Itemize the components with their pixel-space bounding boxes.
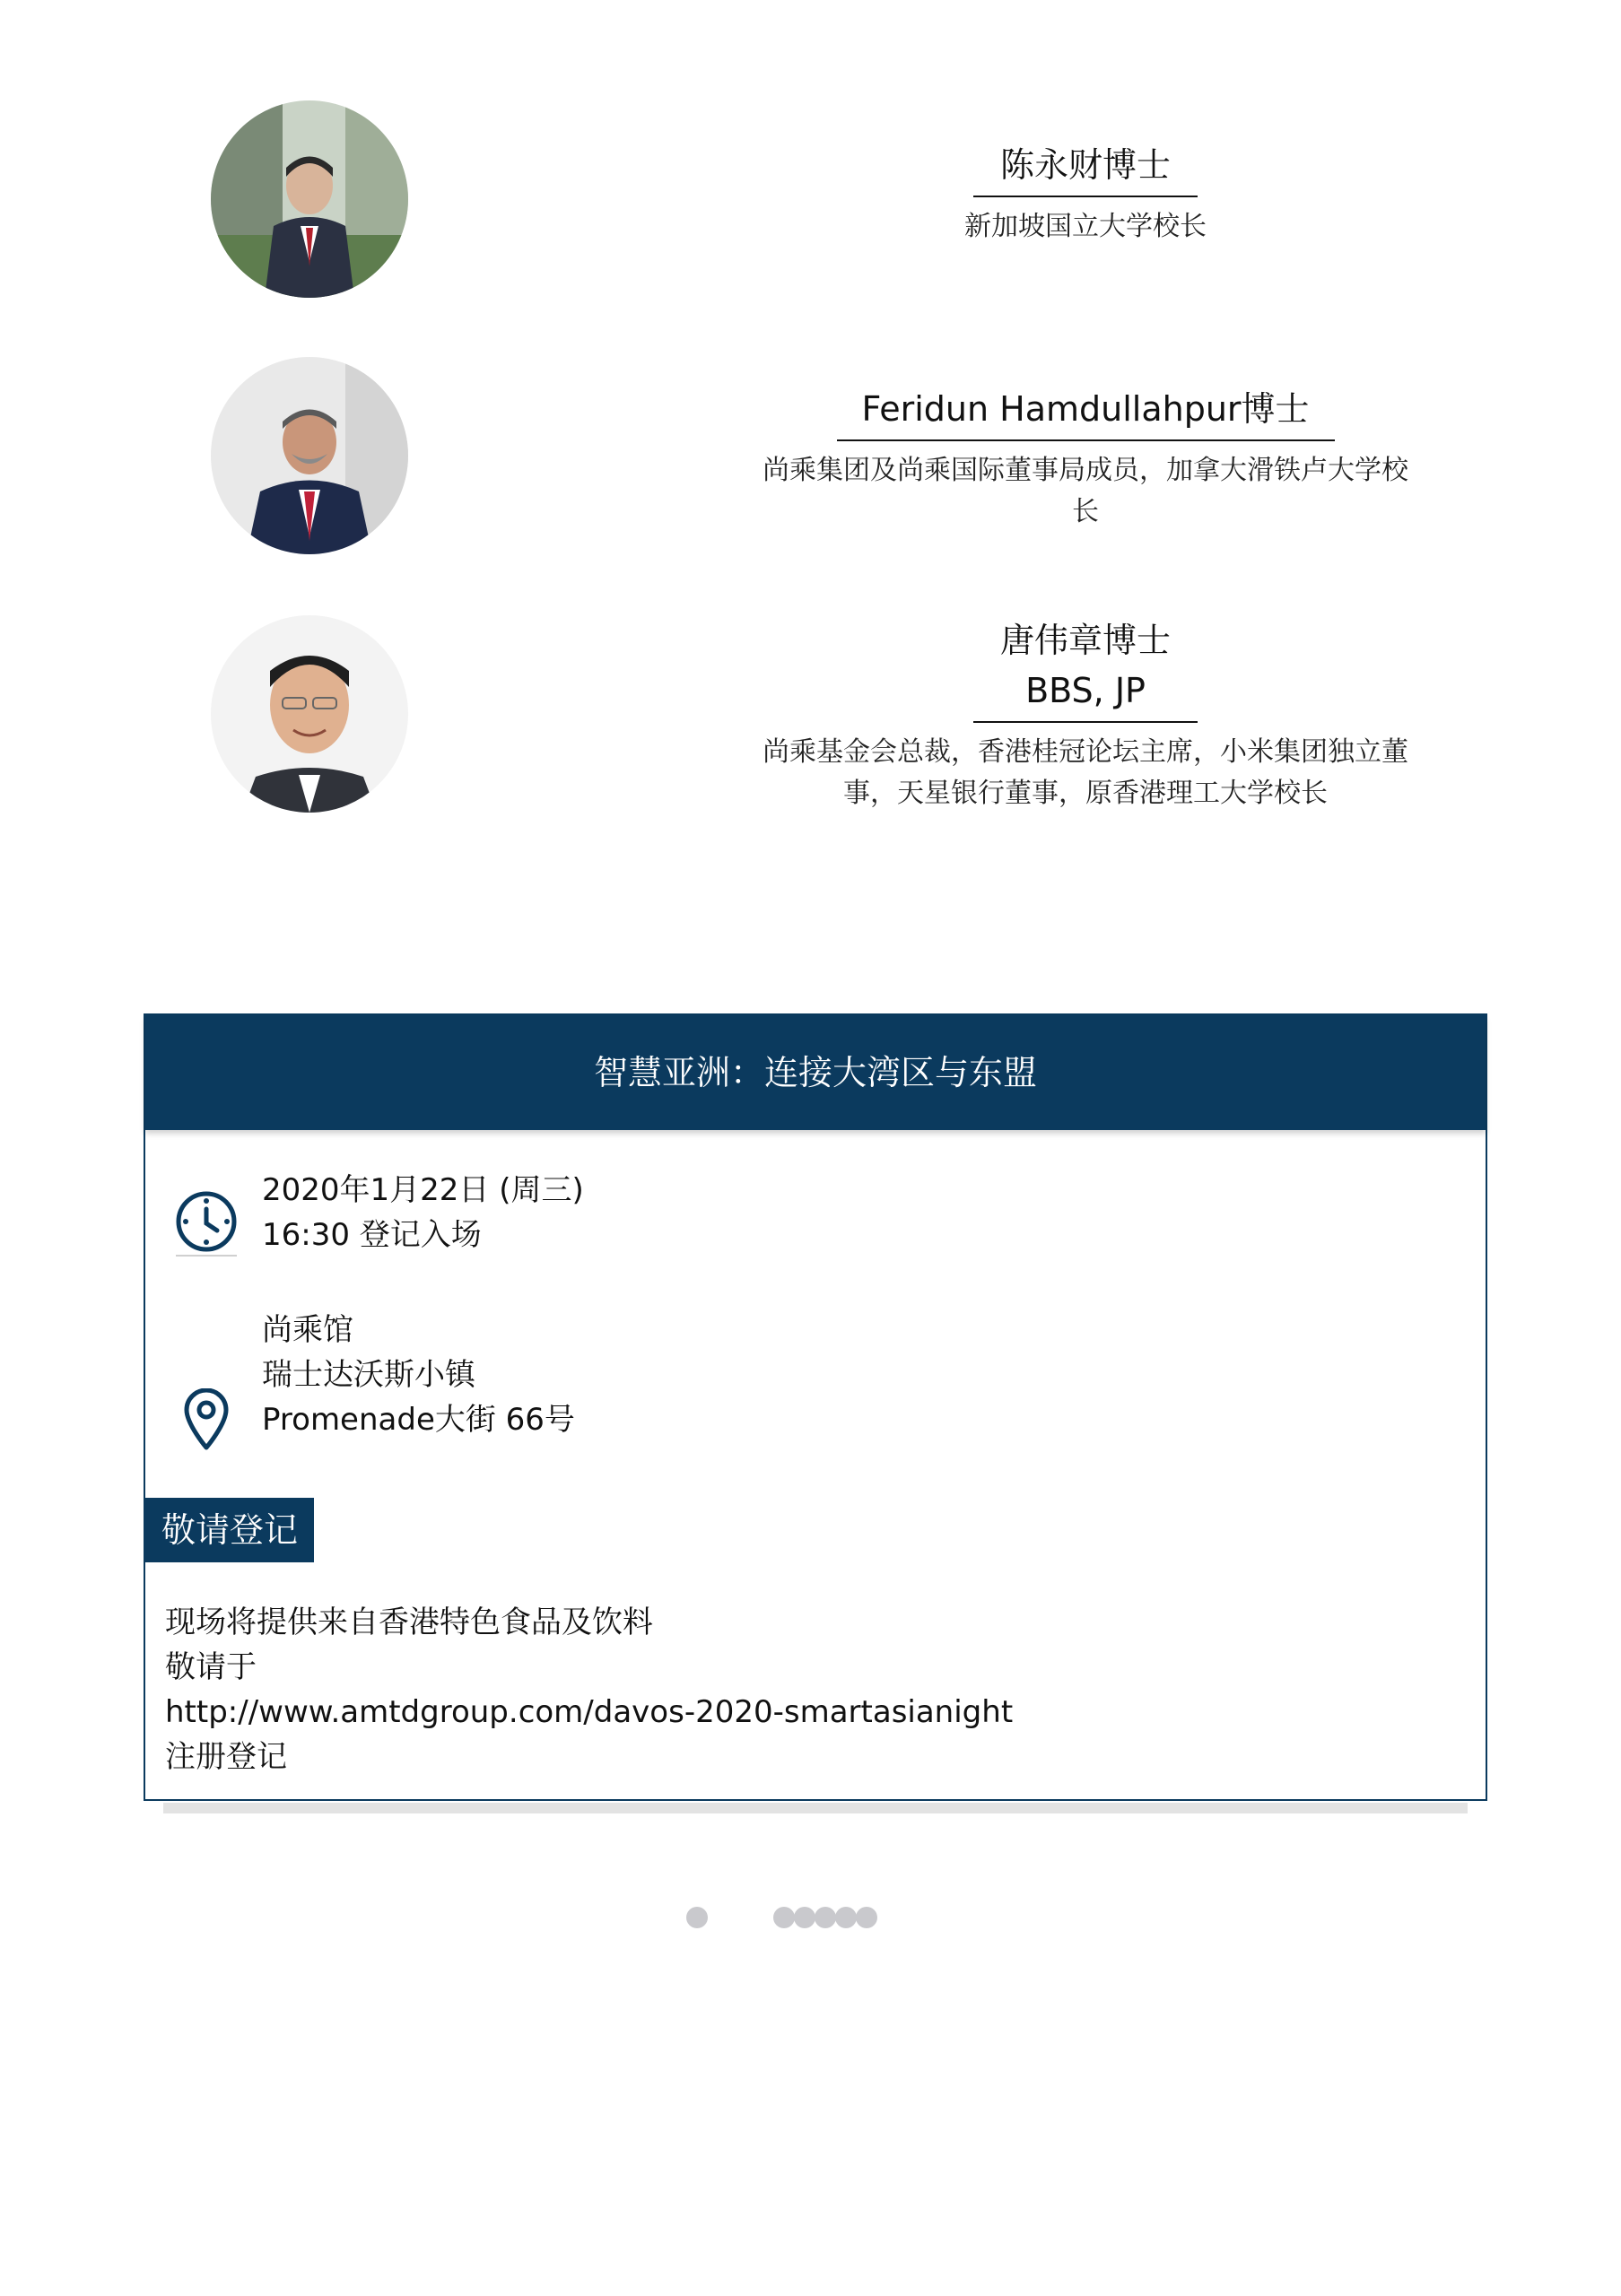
venue-street: Promenade大街 66号: [262, 1402, 575, 1438]
page-dot[interactable]: [773, 1907, 795, 1928]
speaker-name-line-2: BBS, JP: [1025, 671, 1146, 710]
page-dot[interactable]: [686, 1907, 708, 1928]
speaker-photo-3: [211, 615, 408, 813]
registration-text: [165, 1600, 1013, 1779]
speaker-info-3: [736, 615, 1435, 814]
speaker-name: Feridun Hamdullahpur博士: [861, 389, 1310, 429]
speaker-title-line-1: 尚乘基金会总裁，香港桂冠论坛主席，小米集团独立董: [763, 736, 1408, 768]
clock-icon: [174, 1189, 239, 1261]
speaker-title-line-1: 尚乘集团及尚乘国际董事局成员，加拿大滑铁卢大学校: [763, 455, 1408, 486]
card-shadow: [163, 1803, 1468, 1813]
registration-line-1: 现场将提供来自香港特色食品及饮料: [165, 1605, 653, 1640]
speaker-title: 新加坡国立大学校长: [964, 211, 1207, 242]
venue-name: 尚乘馆: [262, 1312, 353, 1348]
registration-label: 敬请登记: [145, 1498, 314, 1562]
registration-line-4: 注册登记: [165, 1739, 287, 1775]
name-underline: [973, 196, 1198, 197]
registration-line-2: 敬请于: [165, 1649, 257, 1685]
event-title: 智慧亚洲：连接大湾区与东盟: [145, 1015, 1486, 1130]
speaker-photo-1: [211, 100, 408, 298]
speaker-title-line-2: 事，天星银行董事，原香港理工大学校长: [843, 778, 1328, 809]
name-underline: [973, 721, 1198, 723]
event-card: [144, 1013, 1487, 1801]
speaker-info-1: [736, 140, 1435, 248]
venue-town: 瑞士达沃斯小镇: [262, 1357, 475, 1393]
speaker-name: 陈永财博士: [999, 145, 1171, 185]
name-underline: [837, 439, 1335, 441]
page-dot[interactable]: [856, 1907, 877, 1928]
speaker-info-2: [736, 384, 1435, 533]
speaker-name-line-1: 唐伟章博士: [999, 621, 1171, 660]
page-dot[interactable]: [835, 1907, 857, 1928]
pagination-dots: [0, 1907, 1621, 1934]
page-dot[interactable]: [794, 1907, 815, 1928]
page-dot[interactable]: [815, 1907, 836, 1928]
event-date: 2020年1月22日 (周三): [262, 1172, 584, 1208]
speaker-title-line-2: 长: [1072, 496, 1099, 527]
registration-link[interactable]: http://www.amtdgroup.com/davos-2020-smartasianight: [165, 1694, 1014, 1730]
datetime-text: [262, 1168, 584, 1257]
speaker-photo-2: [211, 357, 408, 554]
location-text: [262, 1308, 575, 1442]
event-time: 16:30 登记入场: [262, 1217, 482, 1253]
location-pin-icon: [183, 1388, 230, 1455]
